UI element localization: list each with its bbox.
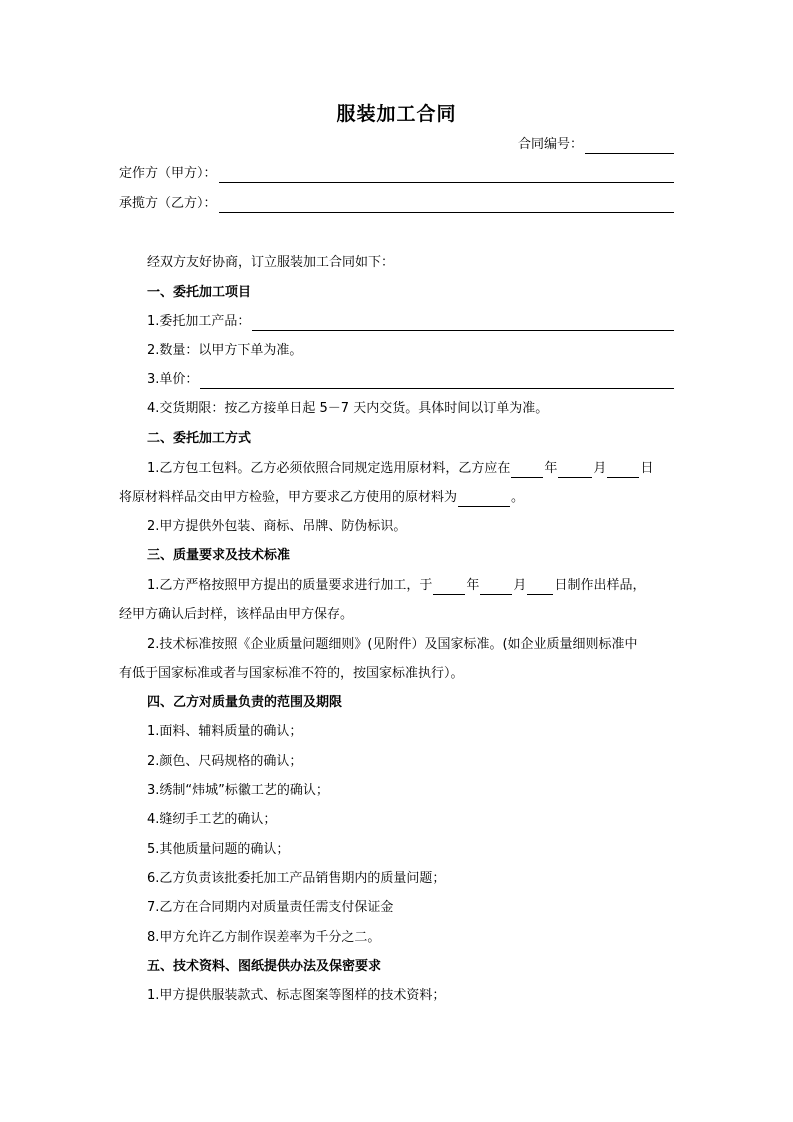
section-5-heading: 五、技术资料、图纸提供办法及保密要求 — [147, 959, 382, 974]
s3-sample-text: 日制作出样品， — [554, 578, 646, 593]
contract-number-line — [518, 136, 674, 154]
party-b-blank[interactable] — [219, 198, 674, 213]
section-4-heading: 四、乙方对质量负责的范围及期限 — [147, 695, 343, 710]
s1-item-3-label: 3.单价： — [147, 372, 199, 387]
contract-number-label: 合同编号： — [518, 137, 584, 152]
s4-item: 5.其他质量问题的确认； — [147, 842, 290, 857]
s4-item: 3.绣制“炜城”标徽工艺的确认； — [147, 783, 329, 798]
party-a-line — [119, 165, 674, 183]
s2-item-2: 2.甲方提供外包装、商标、吊牌、防伪标识。 — [147, 519, 407, 534]
s1-item-1-label: 1.委托加工产品： — [147, 314, 251, 329]
party-a-label: 定作方（甲方）： — [119, 166, 217, 181]
s2-item-1-text: 1.乙方包工包料。乙方必须依照合同规定选用原材料，乙方应在 — [147, 461, 511, 476]
s2-material-end: 。 — [511, 490, 525, 505]
s2-item-1-line-2 — [119, 489, 524, 507]
s2-month-label: 月 — [593, 461, 607, 476]
contract-number-blank[interactable] — [585, 139, 674, 154]
s3-day-blank[interactable] — [527, 580, 553, 595]
s3-item-2-line-1: 2.技术标准按照《企业质量问题细则》(见附件）及国家标准。(如企业质量细则标准中 — [147, 637, 638, 652]
party-b-label: 承揽方（乙方）： — [119, 196, 217, 211]
s3-item-2-line-2: 有低于国家标准或者与国家标准不符的，按国家标准执行）。 — [119, 666, 464, 681]
s3-year-blank[interactable] — [433, 580, 465, 595]
s3-item-1-line-2: 经甲方确认后封样，该样品由甲方保存。 — [119, 607, 354, 622]
s1-item-3 — [147, 371, 674, 389]
s1-item-2: 2.数量：以甲方下单为准。 — [147, 343, 303, 358]
party-b-line — [119, 195, 674, 213]
s2-material-text: 将原材料样品交由甲方检验，甲方要求乙方使用的原材料为 — [119, 490, 458, 505]
s3-month-blank[interactable] — [480, 580, 512, 595]
material-blank[interactable] — [458, 492, 510, 507]
s4-item: 6.乙方负责该批委托加工产品销售期内的质量问题； — [147, 871, 446, 886]
section-2-heading: 二、委托加工方式 — [147, 431, 252, 446]
intro-paragraph: 经双方友好协商，订立服装加工合同如下： — [147, 255, 395, 270]
party-a-blank[interactable] — [219, 168, 674, 183]
s3-year-label: 年 — [466, 578, 480, 593]
section-1-heading: 一、委托加工项目 — [147, 285, 252, 300]
s4-item: 4.缝纫手工艺的确认； — [147, 812, 277, 827]
s5-item-1: 1.甲方提供服装款式、标志图案等图样的技术资料； — [147, 988, 446, 1003]
unit-price-blank[interactable] — [200, 374, 674, 389]
s2-day-blank[interactable] — [607, 463, 639, 478]
s1-item-1 — [147, 313, 674, 331]
s3-item-1-text: 1.乙方严格按照甲方提出的质量要求进行加工，于 — [147, 578, 433, 593]
s4-item: 1.面料、辅料质量的确认； — [147, 724, 303, 739]
s4-item: 7.乙方在合同期内对质量责任需支付保证金 — [147, 900, 394, 915]
document-title: 服装加工合同 — [336, 103, 457, 125]
product-blank[interactable] — [252, 316, 674, 331]
s2-year-blank[interactable] — [511, 463, 543, 478]
s1-item-4: 4.交货期限：按乙方接单日起 5－7 天内交货。具体时间以订单为准。 — [147, 401, 549, 416]
s2-item-1-line-1 — [147, 460, 674, 478]
s2-year-label: 年 — [544, 461, 558, 476]
s3-month-label: 月 — [513, 578, 527, 593]
s4-item: 2.颜色、尺码规格的确认； — [147, 754, 303, 769]
section-3-heading: 三、质量要求及技术标准 — [147, 548, 291, 563]
s4-item: 8.甲方允许乙方制作误差率为千分之二。 — [147, 930, 381, 945]
s3-item-1-line-1 — [147, 577, 674, 595]
s2-month-blank[interactable] — [558, 463, 592, 478]
s2-day-label: 日 — [640, 461, 654, 476]
